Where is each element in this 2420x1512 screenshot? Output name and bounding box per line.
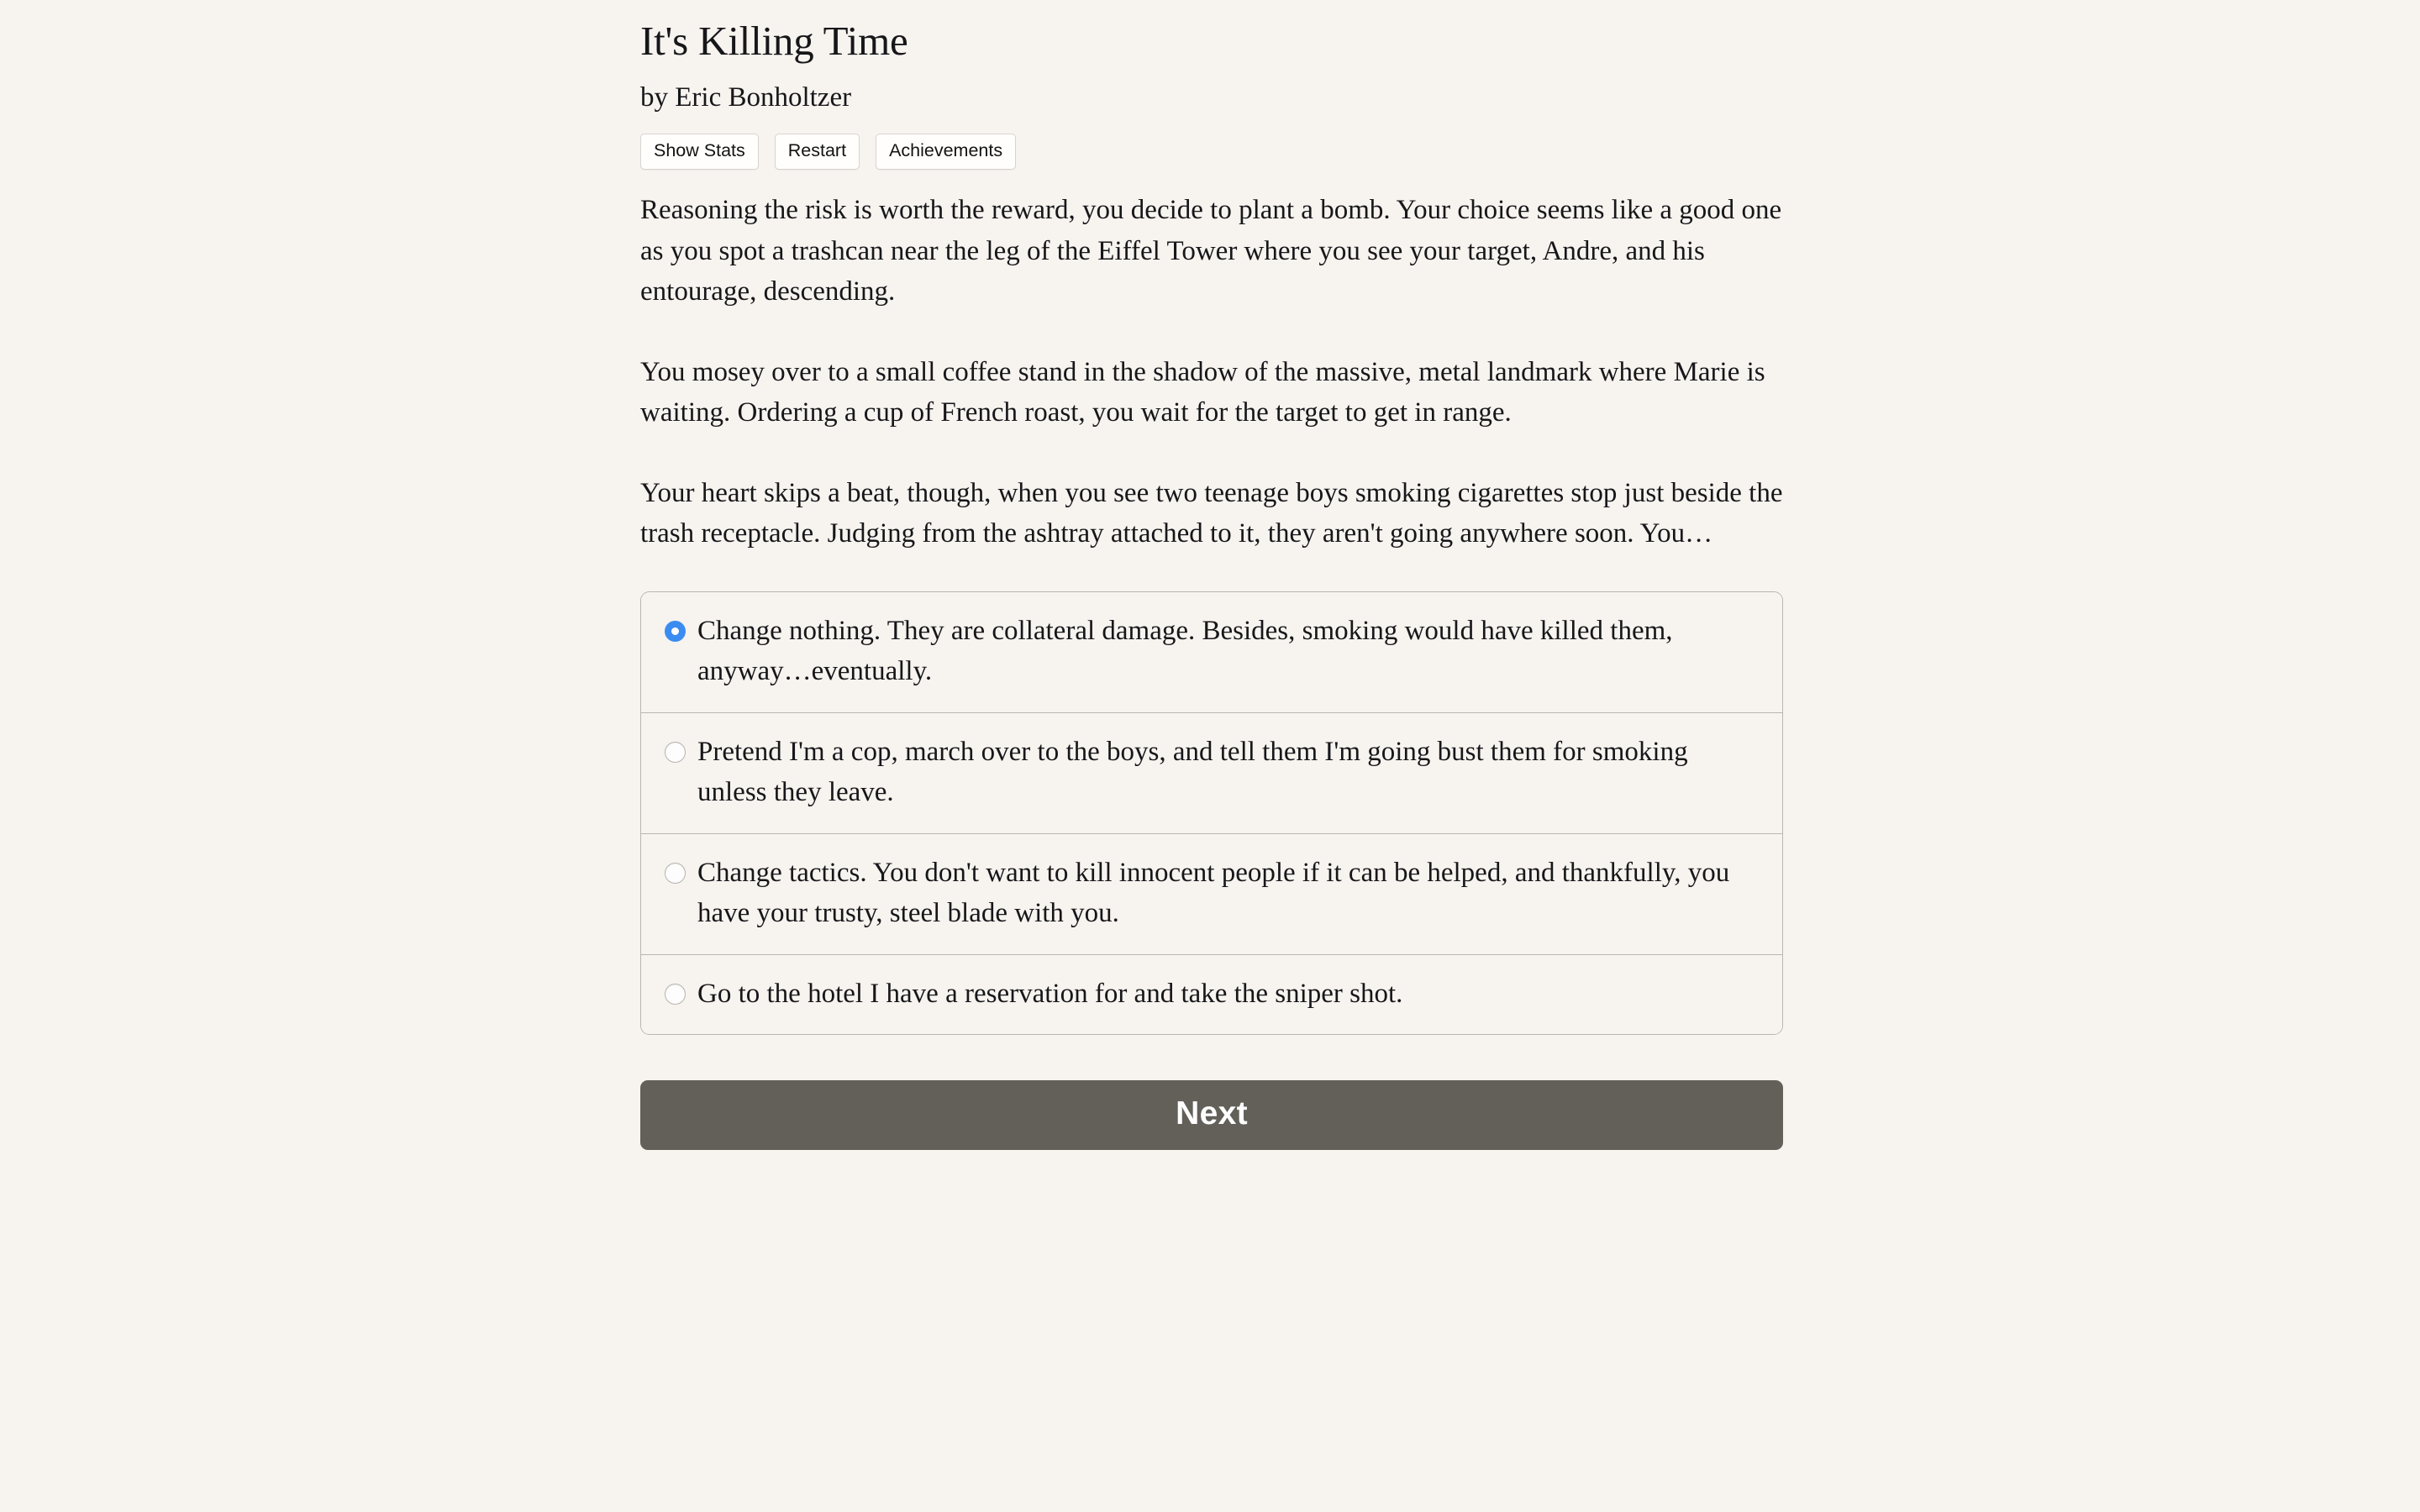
main-content-column: [640, 0, 1783, 1150]
choice-list: [640, 591, 1783, 1036]
radio-button-icon[interactable]: [665, 984, 686, 1005]
choice-label: Go to the hotel I have a reservation for and take the sniper shot.: [697, 978, 1403, 1009]
story-paragraph: Your heart skips a beat, though, when you see two teenage boys smoking cigarettes stop just beside the trash receptacle. Judging from the ashtray attached to it, they aren't going anywhere soon. You…: [640, 477, 1783, 549]
choice-label: Change tactics. You don't want to kill innocent people if it can be helped, and thankfully, you have your trusty, steel blade with you.: [697, 857, 1730, 929]
story-paragraph: You mosey over to a small coffee stand in the shadow of the massive, metal landmark where Marie is waiting. Ordering a cup of French roast, you wait for the target to get in range.: [640, 356, 1765, 428]
choice-option-3[interactable]: [641, 834, 1782, 955]
choice-option-2[interactable]: [641, 713, 1782, 834]
choice-option-1[interactable]: [641, 592, 1782, 713]
choice-option-4[interactable]: [641, 955, 1782, 1035]
restart-button[interactable]: Restart: [775, 134, 860, 170]
choice-label: Change nothing. They are collateral damage. Besides, smoking would have killed them, anyway…eventually.: [697, 615, 1673, 687]
author-byline: by Eric Bonholtzer: [640, 81, 852, 113]
choice-label: Pretend I'm a cop, march over to the boys, and tell them I'm going bust them for smoking unless they leave.: [697, 736, 1688, 808]
show-stats-button[interactable]: Show Stats: [640, 134, 759, 170]
radio-button-icon[interactable]: [665, 863, 686, 884]
achievements-button[interactable]: Achievements: [876, 134, 1016, 170]
toolbar: [640, 134, 1783, 168]
next-button[interactable]: Next: [640, 1080, 1783, 1150]
page-title: It's Killing Time: [640, 18, 908, 64]
radio-button-icon[interactable]: [665, 742, 686, 763]
story-paragraph: Reasoning the risk is worth the reward, you decide to plant a bomb. Your choice seems like a good one as you spot a trashcan near the leg of the Eiffel Tower where you see your target, Andre, and his entourage, descending.: [640, 195, 1782, 307]
radio-button-selected-icon[interactable]: [665, 621, 686, 642]
story-text: [640, 190, 1783, 554]
